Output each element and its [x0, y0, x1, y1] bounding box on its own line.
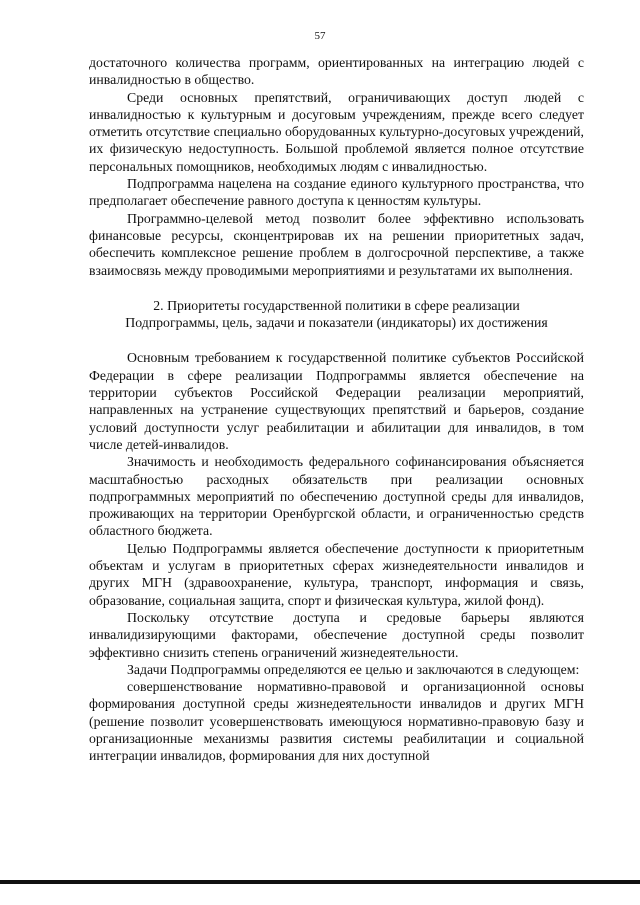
section-heading-line: 2. Приоритеты государственной политики в сфере реализации: [153, 297, 520, 313]
paragraph: Значимость и необходимость федерального софинансирования объясняется масштабностью расходных обязательств при реализации основных подпрограммных мероприятий по обеспечению доступной среды для инвалидов, проживающих на территории Оренбургской области, и ограниченностью средств областного бюджета.: [89, 454, 584, 539]
paragraph: Среди основных препятствий, ограничивающих доступ людей с инвалидностью к культурным и досуговым учреждениям, прежде всего следует отметить отсутствие специально оборудованных культурно-досуговых учреждений, их физическую недоступность. Большой проблемой является полное отсутствие персональных помощников, необходимых людям с инвалидностью.: [89, 89, 584, 174]
paragraph-continued: достаточного количества программ, ориентированных на интеграцию людей с инвалидностью в общество.: [89, 55, 584, 88]
paragraph: Поскольку отсутствие доступа и средовые барьеры являются инвалидизирующими факторами, обеспечение доступной среды позволит эффективно снизить степень ограничений жизнедеятельности.: [89, 609, 584, 660]
paragraph: Программно-целевой метод позволит более эффективно использовать финансовые ресурсы, сконцентрировав их на решении приоритетных задач, обеспечить комплексное решение проблем в долгосрочной перспективе, а также взаимосвязь между проводимыми мероприятиями и результатами их выполнения.: [89, 210, 584, 278]
section-heading-line: Подпрограммы, цель, задачи и показатели (индикаторы) их достижения: [125, 315, 548, 331]
paragraph: Основным требованием к государственной политике субъектов Российской Федерации в сфере реализации Подпрограммы является обеспечение на территории субъектов Российской Федерации реализации мероприятий, направленных на устранение существующих препятствий и барьеров, создание условий доступности услуг реабилитации и абилитации для инвалидов, в том числе детей-инвалидов.: [89, 350, 584, 452]
paragraph: Целью Подпрограммы является обеспечение доступности к приоритетным объектам и услугам в приоритетных сферах жизнедеятельности инвалидов и других МГН (здравоохранение, культура, транспорт, информация и связь, образование, социальная защита, спорт и физическая культура, жилой фонд).: [89, 540, 584, 608]
paragraph: Подпрограмма нацелена на создание единого культурного пространства, что предполагает обеспечение равного доступа к ценностям культуры.: [89, 176, 584, 209]
bottom-rule: [0, 880, 640, 884]
paragraph: совершенствование нормативно-правовой и организационной основы формирования доступной среды жизнедеятельности инвалидов и других МГН (решение позволит усовершенствовать имеющуюся нормативно-правовую базу и организационные механизмы развития системы реабилитации и социальной интеграции инвалидов, формирования для них доступной: [89, 679, 584, 764]
section-heading: [89, 297, 584, 332]
page-number: 57: [314, 30, 326, 42]
document-body: [89, 54, 584, 765]
paragraph: Задачи Подпрограммы определяются ее целью и заключаются в следующем:: [127, 661, 580, 677]
